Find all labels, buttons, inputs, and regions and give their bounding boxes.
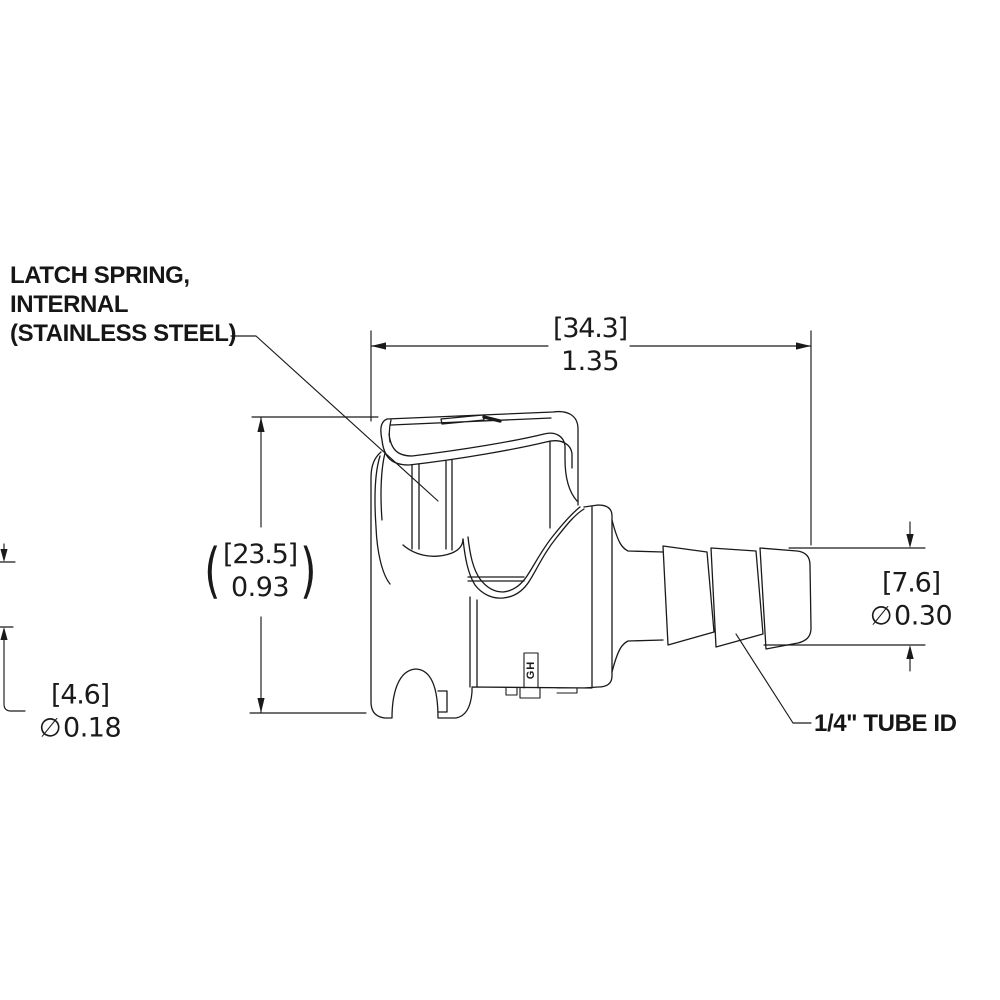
dim-barb-od bbox=[870, 567, 952, 634]
arrowhead-down bbox=[257, 698, 264, 713]
dim-latch-feature-inch-line bbox=[39, 712, 121, 746]
note-latch-spring bbox=[10, 261, 236, 348]
dim-latch-feature-metric: [4.6] bbox=[50, 679, 109, 711]
body-outline bbox=[371, 452, 612, 718]
note-latch-spring-line-2: INTERNAL bbox=[10, 291, 129, 318]
arrowhead-down bbox=[906, 534, 913, 548]
dim-latch-feature-lines bbox=[0, 544, 25, 711]
arrowhead-down bbox=[0, 549, 7, 562]
arrowhead-left bbox=[371, 342, 386, 349]
dim-overall-height-paren-open: ( bbox=[204, 536, 220, 606]
diameter-symbol: ∅ bbox=[869, 601, 893, 632]
part-view bbox=[371, 412, 811, 718]
dim-latch-feature bbox=[39, 679, 121, 746]
dim-overall-height-metric: [23.5] bbox=[223, 539, 297, 570]
dim-overall-width-metric: [34.3] bbox=[553, 313, 627, 344]
arrowhead-up bbox=[0, 627, 7, 640]
dim-overall-height bbox=[201, 538, 319, 604]
dim-latch-feature-inch: 0.18 bbox=[63, 712, 122, 744]
arrowhead-right bbox=[796, 342, 811, 349]
note-latch-spring-line-3: (STAINLESS STEEL) bbox=[10, 320, 237, 347]
latch-cap-outline bbox=[381, 412, 578, 557]
diameter-symbol: ∅ bbox=[38, 713, 62, 744]
note-tube-id: 1/4" TUBE ID bbox=[814, 710, 957, 737]
dim-overall-width bbox=[553, 312, 627, 378]
mold-detail-lines bbox=[506, 653, 577, 698]
arrowhead-up bbox=[257, 417, 264, 432]
dim-lines bbox=[0, 544, 25, 711]
mold-marking: GH bbox=[525, 660, 537, 680]
dim-barb-od-metric: [7.6] bbox=[881, 567, 940, 599]
note-latch-spring-line-1: LATCH SPRING, bbox=[10, 262, 190, 289]
dim-barb-od-inch-line bbox=[870, 600, 952, 634]
barb-stem-outline bbox=[612, 520, 811, 672]
dim-overall-width-inch: 1.35 bbox=[560, 346, 620, 377]
dim-overall-height-paren-close: ) bbox=[300, 536, 316, 606]
arrowhead-up bbox=[906, 645, 913, 659]
dim-overall-height-inch: 0.93 bbox=[230, 572, 290, 603]
dim-barb-od-inch: 0.30 bbox=[894, 600, 953, 632]
